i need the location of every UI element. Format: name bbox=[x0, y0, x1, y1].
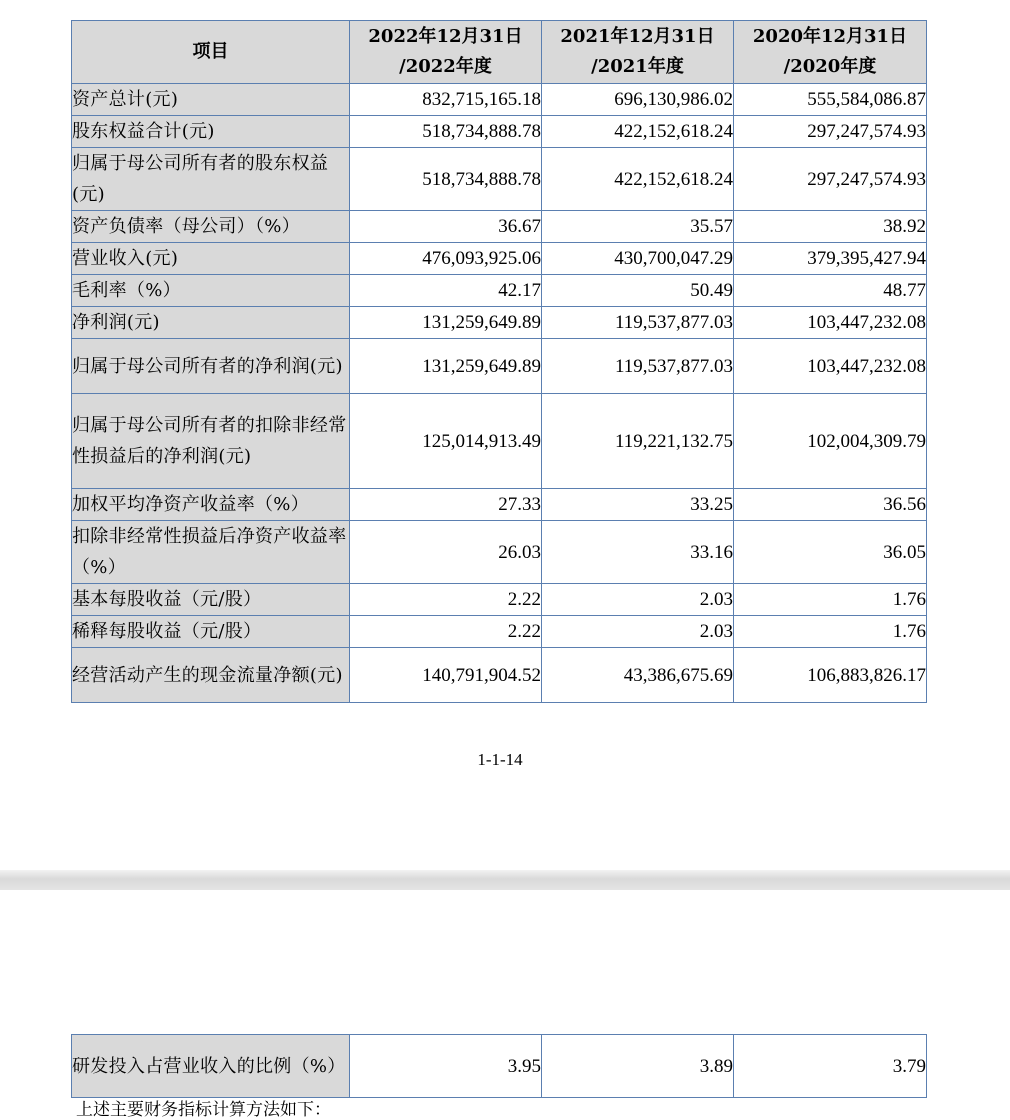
cell-2020: 555,584,086.87 bbox=[734, 84, 927, 116]
cell-2021: 3.89 bbox=[542, 1035, 734, 1098]
table-row bbox=[72, 521, 927, 584]
table-header-row bbox=[72, 21, 927, 84]
table-row bbox=[72, 84, 927, 116]
table-row bbox=[72, 211, 927, 243]
cell-2022: 3.95 bbox=[350, 1035, 542, 1098]
row-label: 研发投入占营业收入的比例（%） bbox=[72, 1035, 350, 1098]
page-separator bbox=[0, 870, 1010, 890]
table-row bbox=[72, 307, 927, 339]
table-row bbox=[72, 243, 927, 275]
row-label: 毛利率（%） bbox=[72, 275, 350, 307]
header-2020: 2020年12月31日 /2020年度 bbox=[734, 21, 927, 84]
table-row bbox=[72, 489, 927, 521]
header-2021: 2021年12月31日 /2021年度 bbox=[542, 21, 734, 84]
cell-2022: 131,259,649.89 bbox=[350, 307, 542, 339]
row-label: 资产总计(元) bbox=[72, 84, 350, 116]
row-label: 归属于母公司所有者的股东权益(元) bbox=[72, 148, 350, 211]
cell-2022: 2.22 bbox=[350, 616, 542, 648]
cell-2022: 518,734,888.78 bbox=[350, 116, 542, 148]
cell-2022: 2.22 bbox=[350, 584, 542, 616]
cell-2021: 422,152,618.24 bbox=[542, 148, 734, 211]
row-label: 加权平均净资产收益率（%） bbox=[72, 489, 350, 521]
row-label: 归属于母公司所有者的扣除非经常性损益后的净利润(元) bbox=[72, 394, 350, 489]
cell-2021: 35.57 bbox=[542, 211, 734, 243]
row-label: 净利润(元) bbox=[72, 307, 350, 339]
cell-2020: 36.05 bbox=[734, 521, 927, 584]
table-row bbox=[72, 616, 927, 648]
cell-2021: 33.25 bbox=[542, 489, 734, 521]
financial-indicators-table-continued bbox=[71, 1034, 927, 1098]
row-label: 经营活动产生的现金流量净额(元) bbox=[72, 648, 350, 703]
table-row bbox=[72, 339, 927, 394]
cell-2021: 119,537,877.03 bbox=[542, 307, 734, 339]
cell-2022: 42.17 bbox=[350, 275, 542, 307]
cell-2021: 422,152,618.24 bbox=[542, 116, 734, 148]
cell-2022: 476,093,925.06 bbox=[350, 243, 542, 275]
cell-2022: 27.33 bbox=[350, 489, 542, 521]
cell-2022: 832,715,165.18 bbox=[350, 84, 542, 116]
header-item: 项目 bbox=[72, 21, 350, 84]
row-label: 基本每股收益（元/股） bbox=[72, 584, 350, 616]
table-row bbox=[72, 1035, 927, 1098]
row-label: 稀释每股收益（元/股） bbox=[72, 616, 350, 648]
cell-2020: 103,447,232.08 bbox=[734, 339, 927, 394]
row-label: 营业收入(元) bbox=[72, 243, 350, 275]
table-row bbox=[72, 148, 927, 211]
cell-2022: 26.03 bbox=[350, 521, 542, 584]
cell-2021: 33.16 bbox=[542, 521, 734, 584]
cell-2020: 102,004,309.79 bbox=[734, 394, 927, 489]
table-row bbox=[72, 648, 927, 703]
table-row bbox=[72, 584, 927, 616]
header-2022: 2022年12月31日 /2022年度 bbox=[350, 21, 542, 84]
row-label: 股东权益合计(元) bbox=[72, 116, 350, 148]
cell-2022: 140,791,904.52 bbox=[350, 648, 542, 703]
cell-2020: 297,247,574.93 bbox=[734, 116, 927, 148]
cell-2020: 297,247,574.93 bbox=[734, 148, 927, 211]
row-label: 归属于母公司所有者的净利润(元) bbox=[72, 339, 350, 394]
page-number: 1-1-14 bbox=[477, 750, 523, 769]
cell-2021: 119,537,877.03 bbox=[542, 339, 734, 394]
table-row bbox=[72, 394, 927, 489]
cell-2020: 48.77 bbox=[734, 275, 927, 307]
cell-2020: 379,395,427.94 bbox=[734, 243, 927, 275]
table-row bbox=[72, 275, 927, 307]
cell-2022: 36.67 bbox=[350, 211, 542, 243]
cell-2022: 125,014,913.49 bbox=[350, 394, 542, 489]
cell-2020: 103,447,232.08 bbox=[734, 307, 927, 339]
cell-2020: 106,883,826.17 bbox=[734, 648, 927, 703]
cell-2021: 2.03 bbox=[542, 616, 734, 648]
cell-2020: 38.92 bbox=[734, 211, 927, 243]
next-page bbox=[0, 890, 1010, 1120]
table-row bbox=[72, 116, 927, 148]
cell-2021: 119,221,132.75 bbox=[542, 394, 734, 489]
cell-2022: 518,734,888.78 bbox=[350, 148, 542, 211]
cell-2021: 43,386,675.69 bbox=[542, 648, 734, 703]
cell-2020: 3.79 bbox=[734, 1035, 927, 1098]
row-label: 资产负债率（母公司）（%） bbox=[72, 211, 350, 243]
cell-2020: 36.56 bbox=[734, 489, 927, 521]
cell-2021: 430,700,047.29 bbox=[542, 243, 734, 275]
financial-indicators-table bbox=[71, 20, 927, 703]
cell-2021: 2.03 bbox=[542, 584, 734, 616]
row-label: 扣除非经常性损益后净资产收益率（%） bbox=[72, 521, 350, 584]
cell-2021: 50.49 bbox=[542, 275, 734, 307]
cell-2020: 1.76 bbox=[734, 584, 927, 616]
cell-2021: 696,130,986.02 bbox=[542, 84, 734, 116]
cut-off-paragraph: 上述主要财务指标计算方法如下： bbox=[76, 1100, 331, 1120]
cell-2020: 1.76 bbox=[734, 616, 927, 648]
cell-2022: 131,259,649.89 bbox=[350, 339, 542, 394]
